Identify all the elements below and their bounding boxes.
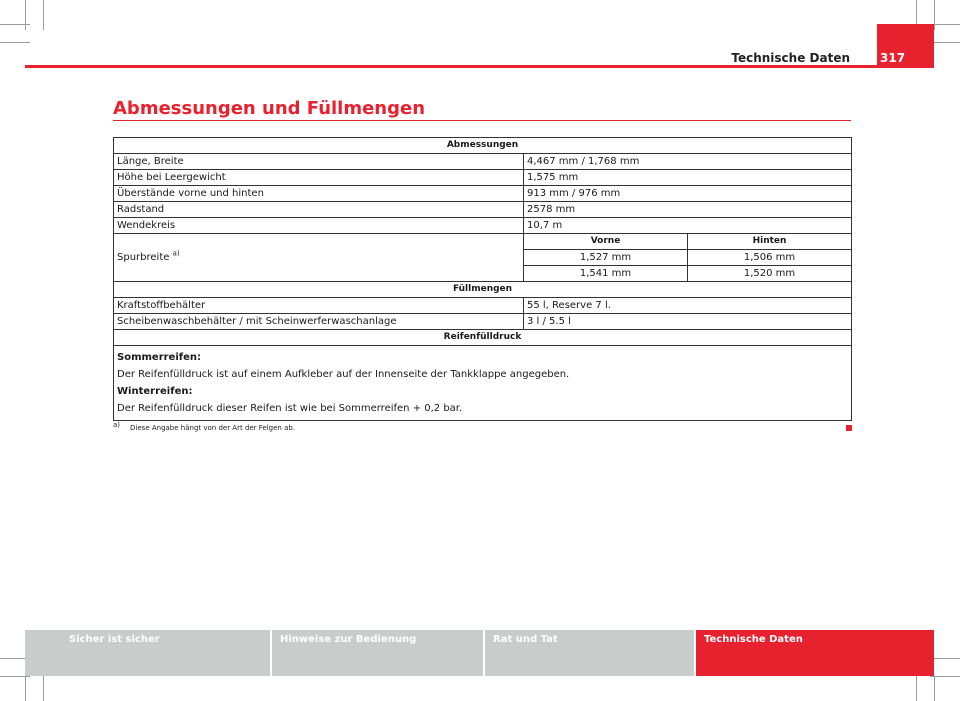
title-rule: [113, 120, 851, 121]
table-row: [114, 154, 852, 170]
crop-mark: [25, 0, 26, 30]
table-row: [114, 298, 852, 314]
footer-tab-label: Rat und Tat: [493, 634, 558, 645]
row-label: Länge, Breite: [114, 154, 524, 170]
crop-mark: [43, 676, 44, 701]
track-front-value: 1,541 mm: [524, 266, 688, 282]
footer-tab-operation[interactable]: [272, 630, 483, 676]
table-row: [114, 314, 852, 330]
tire-header: Reifenfülldruck: [114, 330, 852, 346]
row-label: Kraftstoffbehälter: [114, 298, 524, 314]
crop-mark: [930, 42, 960, 43]
table-row: [114, 202, 852, 218]
row-value: 913 mm / 976 mm: [524, 186, 852, 202]
end-of-section-marker: [846, 425, 852, 431]
footer-tab-label: Hinweise zur Bedienung: [280, 634, 417, 645]
summer-tires-text: Der Reifenfülldruck ist auf einem Aufkleber auf der Innenseite der Tankklappe angegeben.: [117, 369, 570, 380]
footnote-mark: a): [172, 249, 180, 258]
track-header-row: [114, 234, 852, 250]
spec-table: [113, 137, 852, 421]
tire-pressure-cell: [114, 346, 852, 421]
crop-mark: [43, 0, 44, 30]
crop-mark: [0, 42, 30, 43]
row-value: 2578 mm: [524, 202, 852, 218]
crop-mark: [930, 658, 960, 659]
dimensions-header: Abmessungen: [114, 138, 852, 154]
tire-row: [114, 346, 852, 421]
track-rear-value: 1,520 mm: [688, 266, 852, 282]
crop-mark: [25, 676, 26, 701]
track-rear-value: 1,506 mm: [688, 250, 852, 266]
page-title: Abmessungen und Füllmengen: [113, 98, 426, 119]
row-value: 55 l, Reserve 7 l.: [524, 298, 852, 314]
row-label: Radstand: [114, 202, 524, 218]
footnote-text: Diese Angabe hängt von der Art der Felgen ab.: [130, 424, 296, 432]
winter-tires-title: Winterreifen:: [117, 386, 193, 397]
table-section-header: [114, 138, 852, 154]
crop-mark: [930, 24, 960, 25]
footer-tab-label: Sicher ist sicher: [69, 634, 160, 645]
track-front-value: 1,527 mm: [524, 250, 688, 266]
crop-mark: [0, 24, 30, 25]
row-label: Höhe bei Leergewicht: [114, 170, 524, 186]
header-rule: [25, 65, 934, 68]
crop-mark: [930, 676, 960, 677]
row-label: Überstände vorne und hinten: [114, 186, 524, 202]
track-label-cell: [114, 234, 524, 282]
summer-tires-title: Sommerreifen:: [117, 352, 202, 363]
table-row: [114, 186, 852, 202]
footer-tab-label: Technische Daten: [704, 634, 803, 645]
row-value: 1,575 mm: [524, 170, 852, 186]
row-value: 10,7 m: [524, 218, 852, 234]
track-rear-header: Hinten: [688, 234, 852, 250]
footer-tab-advice[interactable]: [485, 630, 694, 676]
row-value: 3 l / 5.5 l: [524, 314, 852, 330]
track-label: Spurbreite: [117, 252, 170, 263]
crop-mark: [934, 676, 935, 701]
footer-tab-technical-data[interactable]: [696, 630, 934, 676]
table-section-header: [114, 282, 852, 298]
table-row: [114, 170, 852, 186]
track-front-header: Vorne: [524, 234, 688, 250]
table-row: [114, 218, 852, 234]
page-number: 317: [880, 51, 906, 65]
fill-header: Füllmengen: [114, 282, 852, 298]
footer-tab-safety[interactable]: [25, 630, 270, 676]
footnote: [113, 420, 296, 432]
crop-mark: [934, 0, 935, 30]
table-section-header: [114, 330, 852, 346]
winter-tires-text: Der Reifenfülldruck dieser Reifen ist wie bei Sommerreifen + 0,2 bar.: [117, 403, 463, 414]
row-label: Scheibenwaschbehälter / mit Scheinwerferwaschanlage: [114, 314, 524, 330]
crop-mark: [916, 676, 917, 701]
row-label: Wendekreis: [114, 218, 524, 234]
crop-mark: [0, 676, 30, 677]
row-value: 4,467 mm / 1,768 mm: [524, 154, 852, 170]
footnote-mark: a): [113, 420, 121, 429]
section-title: Technische Daten: [731, 51, 850, 65]
